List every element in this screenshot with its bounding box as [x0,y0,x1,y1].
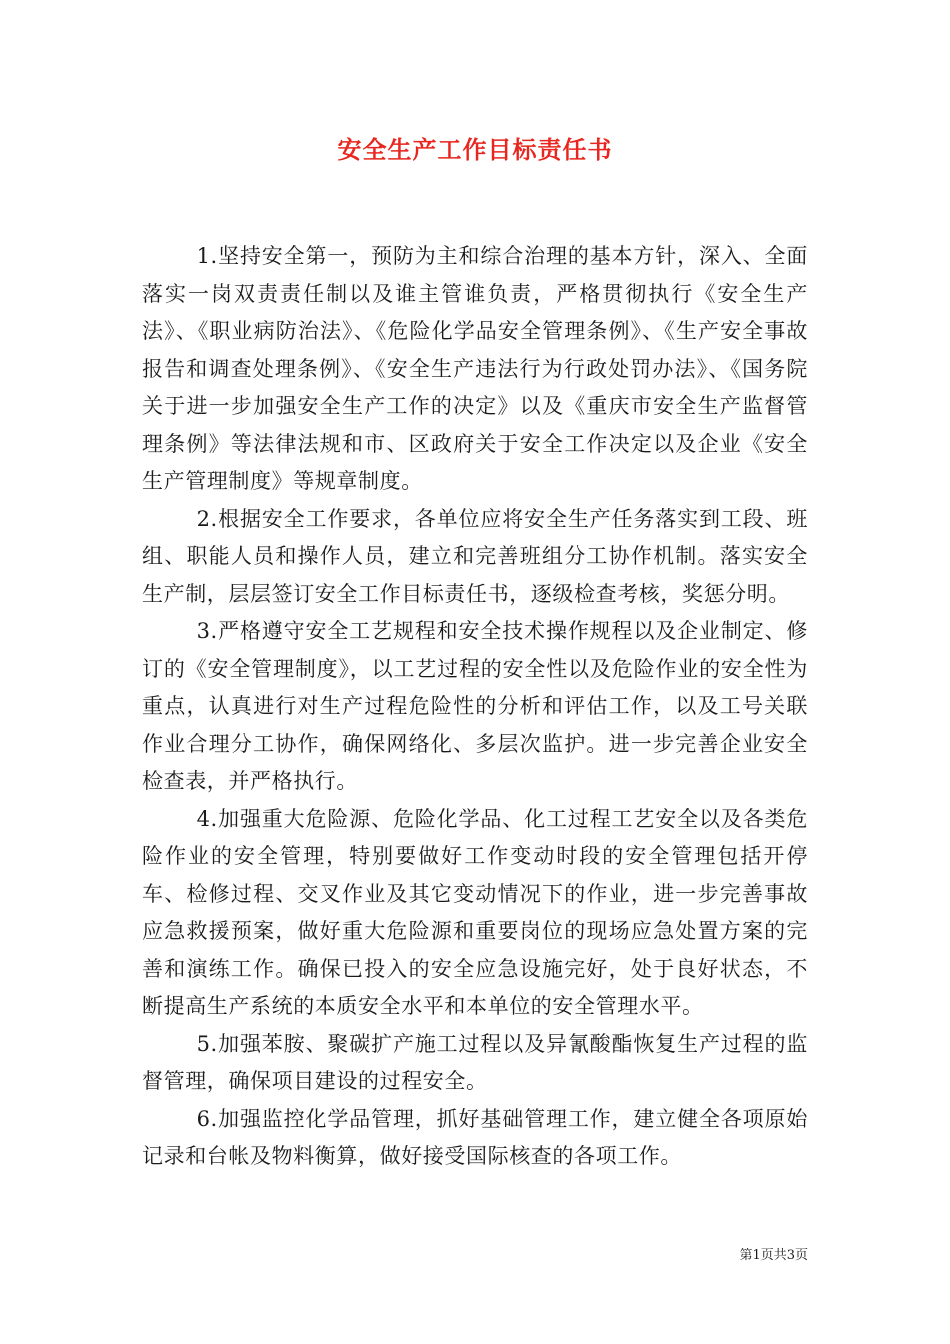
document-body [142,238,808,1176]
paragraph-2: 2.根据安全工作要求，各单位应将安全生产任务落实到工段、班组、职能人员和操作人员，建立和完善班组分工协作机制。落实安全生产制，层层签订安全工作目标责任书，逐级检查考核，奖惩分明。 [142,506,808,606]
paragraph-6: 6.加强监控化学品管理，抓好基础管理工作，建立健全各项原始记录和台帐及物料衡算，做好接受国际核查的各项工作。 [142,1106,808,1168]
paragraph-3: 3.严格遵守安全工艺规程和安全技术操作规程以及企业制定、修订的《安全管理制度》，以工艺过程的安全性以及危险作业的安全性为重点，认真进行对生产过程危险性的分析和评估工作，以及工号关联作业合理分工协作，确保网络化、多层次监护。进一步完善企业安全检查表，并严格执行。 [142,619,808,793]
paragraph-5: 5.加强苯胺、聚碳扩产施工过程以及异氰酸酯恢复生产过程的监督管理，确保项目建设的过程安全。 [142,1031,808,1093]
page-number-footer: 第1页共3页 [739,1248,808,1263]
paragraph-4: 4.加强重大危险源、危险化学品、化工过程工艺安全以及各类危险作业的安全管理，特别要做好工作变动时段的安全管理包括开停车、检修过程、交叉作业及其它变动情况下的作业，进一步完善事故应急救援预案，做好重大危险源和重要岗位的现场应急处置方案的完善和演练工作。确保已投入的安全应急设施完好，处于良好状态，不断提高生产系统的本质安全水平和本单位的安全管理水平。 [142,806,808,1018]
paragraph-1: 1.坚持安全第一，预防为主和综合治理的基本方针，深入、全面落实一岗双责责任制以及谁主管谁负责，严格贯彻执行《安全生产法》、《职业病防治法》、《危险化学品安全管理条例》、《生产安全事故报告和调查处理条例》、《安全生产违法行为行政处罚办法》、《国务院关于进一步加强安全生产工作的决定》以及《重庆市安全生产监督管理条例》等法律法规和市、区政府关于安全工作决定以及企业《安全生产管理制度》等规章制度。 [142,244,808,493]
document-title: 安全生产工作目标责任书 [337,135,613,164]
